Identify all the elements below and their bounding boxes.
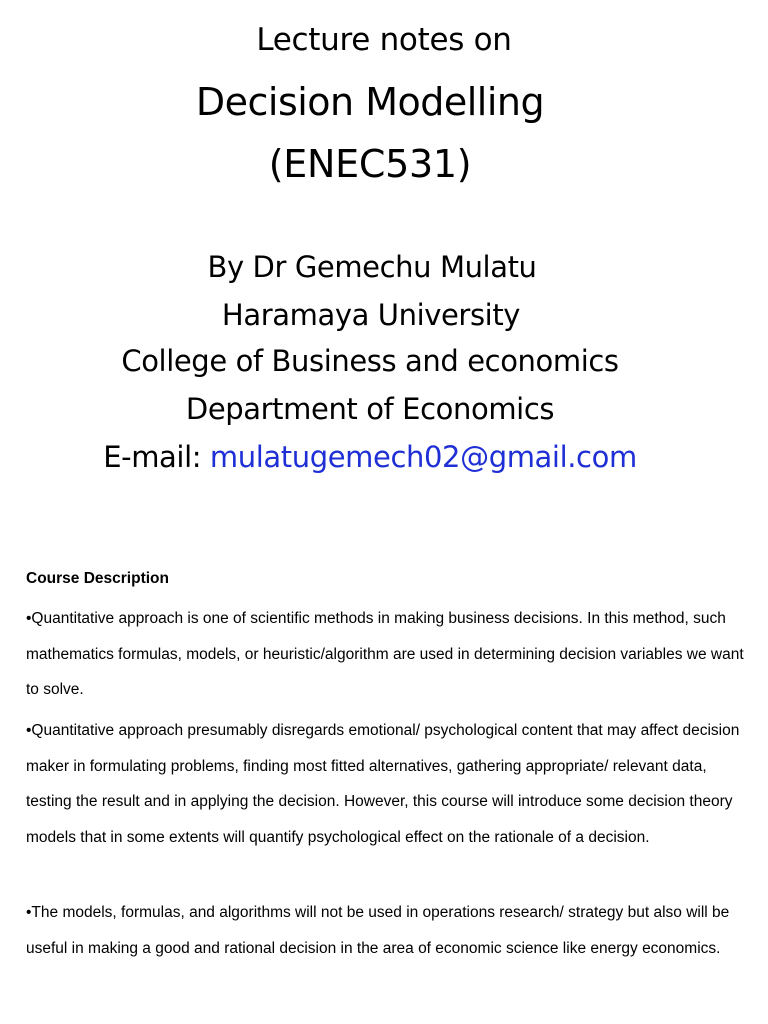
description-paragraph: •The models, formulas, and algorithms will not be used in operations research/ strategy but also will be useful in making a good and rational decision in the area of economic science like energy economics. — [26, 904, 730, 957]
description-paragraph: •Quantitative approach is one of scientific methods in making business decisions. In this method, such mathematics formulas, models, or heuristic/algorithm are used in determining decision variables we want to solve. — [26, 610, 744, 698]
university-name: Haramaya University — [221, 298, 521, 332]
description-paragraph: •Quantitative approach presumably disregards emotional/ psychological content that may affect decision maker in formulating problems, finding most fitted alternatives, gathering appropriate/ relevant data, testing the result and in applying the decision. However, this course will introduce some decision theory models that in some extents will quantify psychological effect on the rationale of a decision. — [26, 722, 740, 846]
course-title: Decision Modelling — [195, 80, 545, 124]
author-name: By Dr Gemechu Mulatu — [207, 250, 537, 284]
course-code: (ENEC531) — [268, 142, 472, 186]
email-line — [0, 440, 754, 474]
college-name: College of Business and economics — [121, 344, 619, 378]
department-name: Department of Economics — [185, 392, 555, 426]
email-label: E-mail: — [103, 440, 210, 474]
email-link[interactable]: mulatugemech02@gmail.com — [209, 440, 637, 474]
lecture-notes-heading: Lecture notes on — [256, 22, 512, 58]
course-description-heading: Course Description — [26, 570, 169, 587]
